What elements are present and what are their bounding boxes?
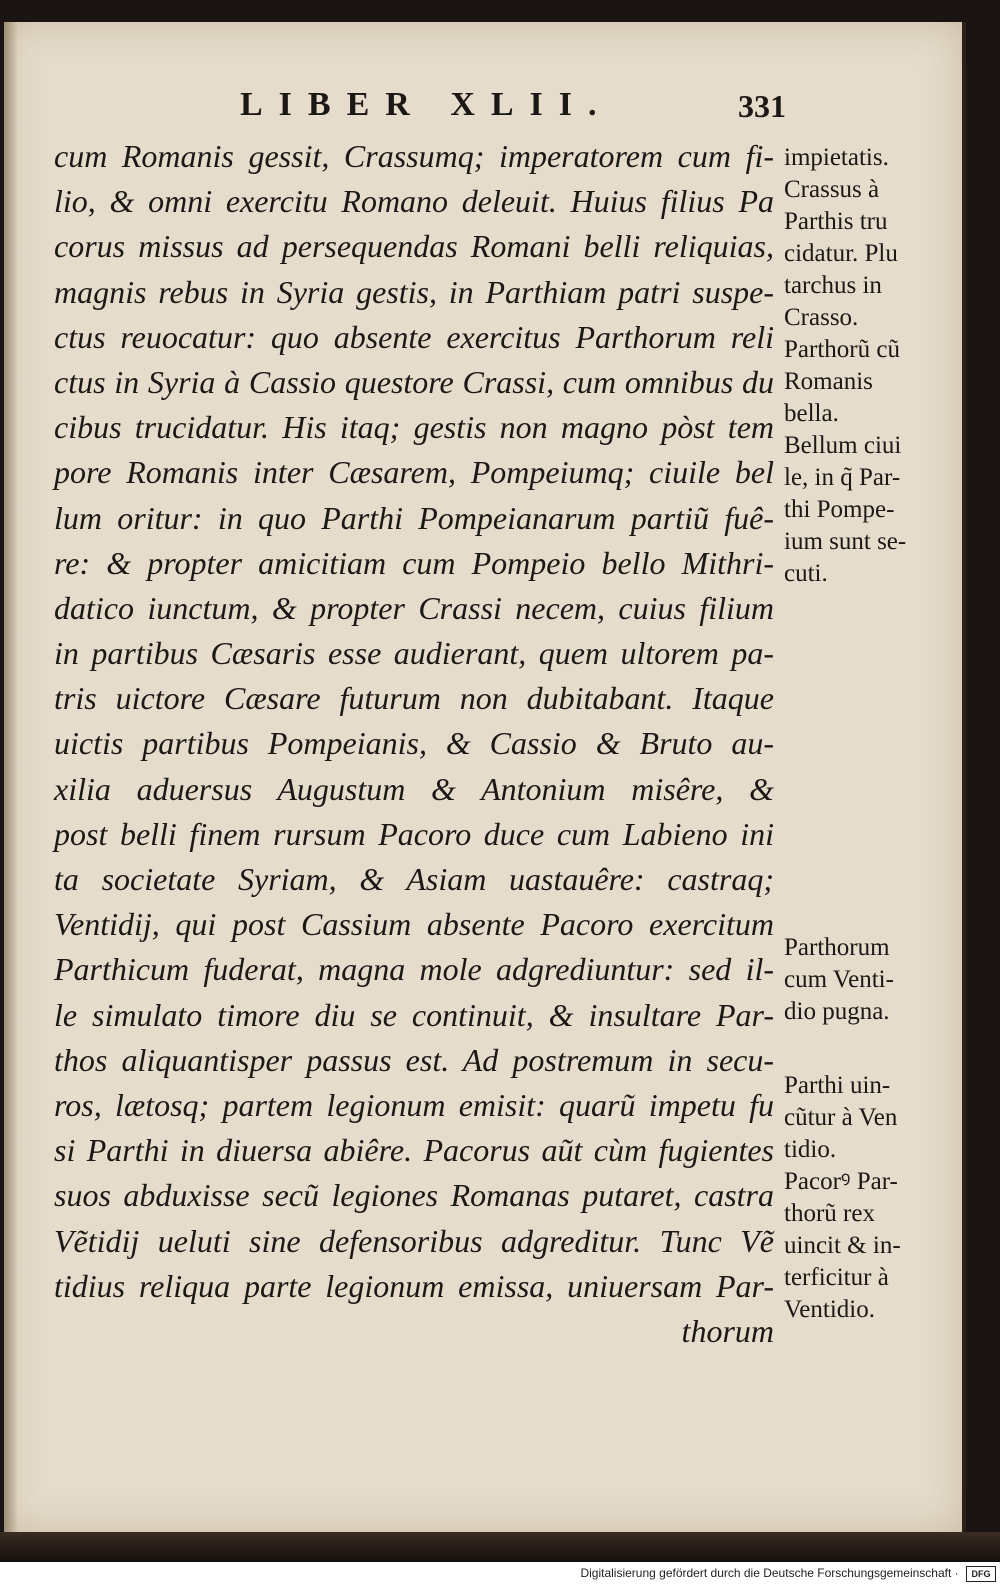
marginal-note-line: le, in q̃ Par-	[784, 464, 901, 491]
text-line: re: & propter amicitiam cum Pompeio bello Mithri-	[54, 544, 774, 581]
page-number: 331	[738, 88, 786, 124]
text-line: Ventidij, qui post Cassium absente Pacoro exercitum	[54, 906, 774, 943]
marginal-note-line: Crassus à	[784, 176, 880, 203]
marginal-note-group	[784, 932, 954, 1028]
text-line: thos aliquantisper passus est. Ad postremum in secu-	[54, 1041, 774, 1078]
text-line: in partibus Cæsaris esse audierant, quem ultorem pa-	[54, 635, 774, 672]
marginal-note-line: Parthi uin-	[784, 1072, 891, 1099]
text-line: thorum	[681, 1312, 774, 1349]
text-line: magnis rebus in Syria gestis, in Parthiam patri suspe-	[54, 273, 774, 310]
text-line: cibus trucidatur. His itaq; gestis non magno pòst tem	[54, 409, 774, 446]
marginal-note-line: dio pugna.	[784, 998, 890, 1025]
text-line: tidius reliqua parte legionum emissa, uniuersam Par-	[54, 1267, 774, 1304]
text-line: si Parthi in diuersa abiêre. Pacorus aũt cùm fugientes	[54, 1132, 774, 1169]
marginal-note-line: Parthorũ cũ	[784, 336, 900, 363]
marginal-note-line: tarchus in	[784, 272, 882, 299]
text-line: Parthicum fuderat, magna mole adgrediuntur: sed il-	[54, 951, 774, 988]
text-line: le simulato timore diu se continuit, & insultare Par-	[54, 996, 774, 1033]
marginal-note-line: tidio.	[784, 1136, 837, 1163]
running-head-title: LIBER XLII.	[240, 86, 613, 123]
marginal-note-group	[784, 142, 954, 590]
text-line: corus missus ad persequendas Romani belli reliquias,	[54, 228, 774, 265]
text-line: tris uictore Cæsare futurum non dubitabant. Itaque	[54, 680, 774, 717]
marginal-note-line: Parthis tru	[784, 208, 888, 235]
text-line: ctus in Syria à Cassio questore Crassi, cum omnibus du	[54, 363, 774, 400]
text-line: post belli finem rursum Pacoro duce cum Labieno ini	[54, 815, 774, 852]
marginal-note-group	[784, 1070, 954, 1326]
text-line: ctus reuocatur: quo absente exercitus Parthorum reli	[54, 318, 774, 355]
marginal-note-line: Ventidio.	[784, 1296, 875, 1323]
marginal-note-line: cũtur à Ven	[784, 1104, 898, 1131]
running-head	[60, 86, 786, 126]
marginal-note-line: Romanis	[784, 368, 873, 395]
marginal-note-line: cum Venti-	[784, 966, 894, 993]
marginal-note-line: thorũ rex	[784, 1200, 875, 1227]
dfg-logo: DFG	[966, 1566, 996, 1582]
page-bottom-edge	[0, 1532, 1000, 1562]
marginal-note-line: bella.	[784, 400, 839, 427]
marginal-note-line: terficitur à	[784, 1264, 889, 1291]
marginal-note-line: Bellum ciui	[784, 432, 902, 459]
marginal-note-line: ium sunt se-	[784, 528, 907, 555]
marginal-note-line: impietatis.	[784, 144, 889, 171]
text-line: lio, & omni exercitu Romano deleuit. Huius filius Pa	[54, 183, 774, 220]
footer-text: Digitalisierung gefördert durch die Deutsche Forschungsgemeinschaft ·	[580, 1566, 959, 1580]
marginal-note-line: Parthorum	[784, 934, 890, 961]
marginal-note-line: uincit & in-	[784, 1232, 901, 1259]
text-line: lum oritur: in quo Parthi Pompeianarum partiũ fuê-	[54, 499, 774, 536]
footer-credit	[0, 1562, 996, 1584]
marginal-note-line: Pacorꝰ Par-	[784, 1168, 898, 1195]
marginal-note-line: thi Pompe-	[784, 496, 895, 523]
text-line: suos abduxisse secũ legiones Romanas putaret, castra	[54, 1177, 774, 1214]
text-line: xilia aduersus Augustum & Antonium misêre, &	[54, 770, 774, 807]
text-line: ros, lætosq; partem legionum emisit: quarũ impetu fu	[54, 1086, 774, 1123]
marginal-note-line: Crasso.	[784, 304, 859, 331]
text-line: cum Romanis gessit, Crassumq; imperatorem cum fi-	[54, 138, 774, 174]
marginal-note-line: cuti.	[784, 560, 828, 587]
text-line: ta societate Syriam, & Asiam uastauêre: castraq;	[54, 861, 774, 897]
main-text-block	[54, 134, 774, 1354]
page-gutter-shadow	[4, 22, 18, 1532]
marginal-note-line: cidatur. Plu	[784, 240, 898, 267]
text-line: pore Romanis inter Cæsarem, Pompeiumq; ciuile bel	[54, 454, 774, 491]
text-line: Vẽtidij ueluti sine defensoribus adgreditur. Tunc Vẽ	[54, 1222, 774, 1259]
text-line: datico iunctum, & propter Crassi necem, cuius filium	[54, 589, 774, 626]
text-line: uictis partibus Pompeianis, & Cassio & Bruto au-	[54, 725, 774, 762]
